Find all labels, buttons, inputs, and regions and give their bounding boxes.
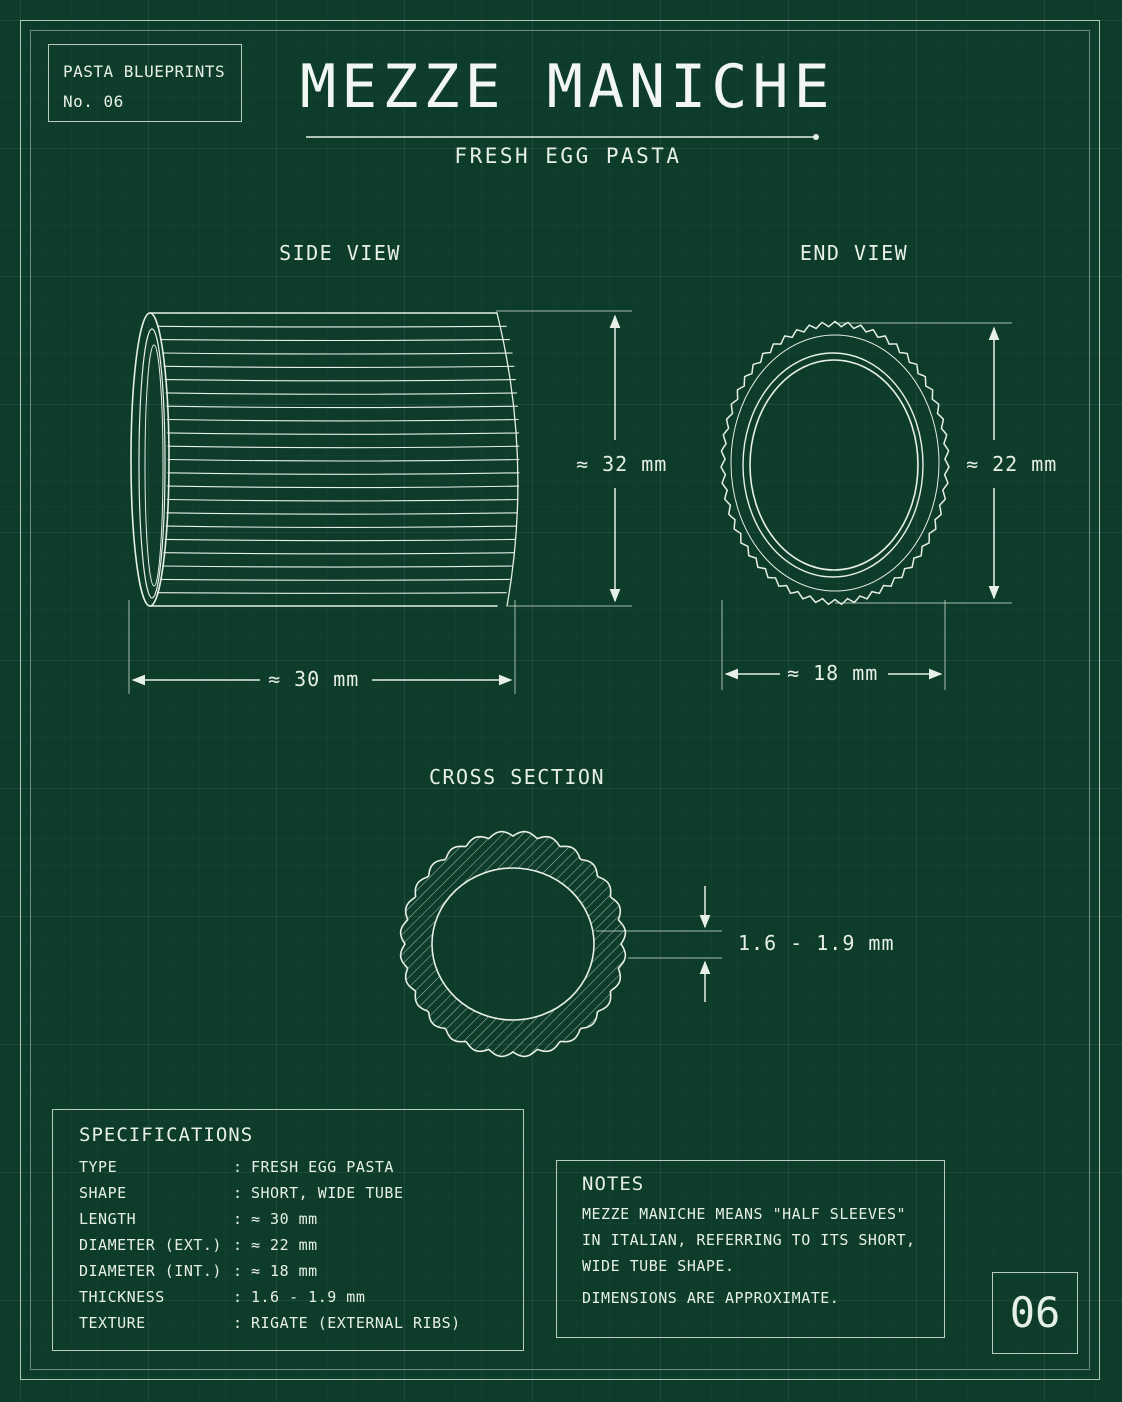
thickness-dimension: 1.6 - 1.9 mm — [738, 931, 895, 955]
spec-sep: : — [233, 1262, 243, 1280]
spec-key: TEXTURE — [79, 1314, 146, 1332]
end-outer-dimension: ≈ 22 mm — [966, 452, 1058, 476]
tube-rib — [158, 593, 507, 594]
page-title: MEZZE MANICHE — [300, 52, 835, 122]
specifications-list — [79, 1154, 497, 1336]
tube-rib — [168, 446, 519, 448]
spec-key: DIAMETER (INT.) — [79, 1262, 222, 1280]
series-label: PASTA BLUEPRINTS — [63, 62, 226, 81]
tube-rib — [166, 393, 516, 394]
side-view-label: SIDE VIEW — [279, 241, 401, 265]
spec-value: ≈ 18 mm — [251, 1262, 318, 1280]
tube-rib — [167, 513, 518, 514]
side-length-dimension: ≈ 30 mm — [268, 667, 360, 691]
spec-value: ≈ 22 mm — [251, 1236, 318, 1254]
notes-heading: NOTES — [582, 1173, 645, 1195]
spec-value: RIGATE (EXTERNAL RIBS) — [251, 1314, 461, 1332]
title-underline — [306, 134, 819, 140]
spec-key: TYPE — [79, 1158, 118, 1176]
tube-rib — [158, 326, 507, 327]
tube-opening-wall — [145, 345, 163, 586]
page-subtitle: FRESH EGG PASTA — [454, 144, 682, 168]
spec-row — [79, 1154, 497, 1180]
side-view-tube — [131, 313, 519, 606]
end-ring-mid — [743, 353, 923, 577]
spec-value: 1.6 - 1.9 mm — [251, 1288, 366, 1306]
cross-section-ring — [401, 832, 626, 1057]
tube-rib — [168, 460, 519, 462]
spec-row — [79, 1284, 497, 1310]
end-ring-outer — [731, 335, 939, 591]
tube-rib — [165, 380, 515, 381]
notes-panel — [556, 1160, 945, 1338]
notes-line: MEZZE MANICHE MEANS "HALF SLEEVES" — [582, 1205, 907, 1223]
tube-rib — [165, 539, 515, 540]
tube-rib — [166, 526, 516, 527]
spec-key: SHAPE — [79, 1184, 127, 1202]
notes-line: WIDE TUBE SHAPE. — [582, 1257, 735, 1275]
tube-rib — [160, 340, 509, 341]
spec-sep: : — [233, 1210, 243, 1228]
tube-rib — [168, 433, 519, 434]
spec-row — [79, 1206, 497, 1232]
spec-key: DIAMETER (EXT.) — [79, 1236, 222, 1254]
end-ring-inner — [750, 360, 918, 570]
spec-sep: : — [233, 1184, 243, 1202]
spec-row — [79, 1258, 497, 1284]
tube-rib — [164, 366, 514, 367]
spec-sep: : — [233, 1158, 243, 1176]
page-number-box: 06 — [992, 1272, 1078, 1354]
tube-rib — [160, 579, 509, 580]
spec-row — [79, 1232, 497, 1258]
spec-value: ≈ 30 mm — [251, 1210, 318, 1228]
tube-rib — [162, 353, 512, 354]
tube-rib — [167, 406, 518, 407]
spec-key: LENGTH — [79, 1210, 137, 1228]
end-ridged-edge — [721, 322, 949, 605]
end-view-label: END VIEW — [799, 241, 909, 265]
end-inner-dimension: ≈ 18 mm — [787, 661, 879, 685]
spec-row — [79, 1180, 497, 1206]
spec-sep: : — [233, 1314, 243, 1332]
specifications-panel — [52, 1109, 524, 1351]
spec-value: FRESH EGG PASTA — [251, 1158, 394, 1176]
spec-key: THICKNESS — [79, 1288, 165, 1306]
notes-footnote: DIMENSIONS ARE APPROXIMATE. — [582, 1289, 840, 1307]
tube-rib — [162, 566, 512, 567]
side-view-dimensions — [129, 311, 632, 694]
end-view-ring — [721, 322, 949, 605]
spec-row — [79, 1310, 497, 1336]
tube-rib — [167, 420, 518, 421]
specifications-heading: SPECIFICATIONS — [79, 1124, 254, 1146]
spec-sep: : — [233, 1288, 243, 1306]
tube-rib — [167, 500, 518, 501]
tube-rib — [168, 473, 519, 475]
cross-section-wall — [401, 832, 626, 1057]
tube-rib — [164, 553, 514, 554]
plate-number: No. 06 — [63, 92, 124, 111]
spec-value: SHORT, WIDE TUBE — [251, 1184, 404, 1202]
cross-section-label: CROSS SECTION — [428, 765, 606, 789]
spec-sep: : — [233, 1236, 243, 1254]
end-view-dimensions — [722, 323, 1012, 690]
side-height-dimension: ≈ 32 mm — [576, 452, 668, 476]
tube-opening-inner — [139, 329, 165, 598]
notes-line: IN ITALIAN, REFERRING TO ITS SHORT, — [582, 1231, 916, 1249]
tube-rib — [168, 486, 519, 488]
